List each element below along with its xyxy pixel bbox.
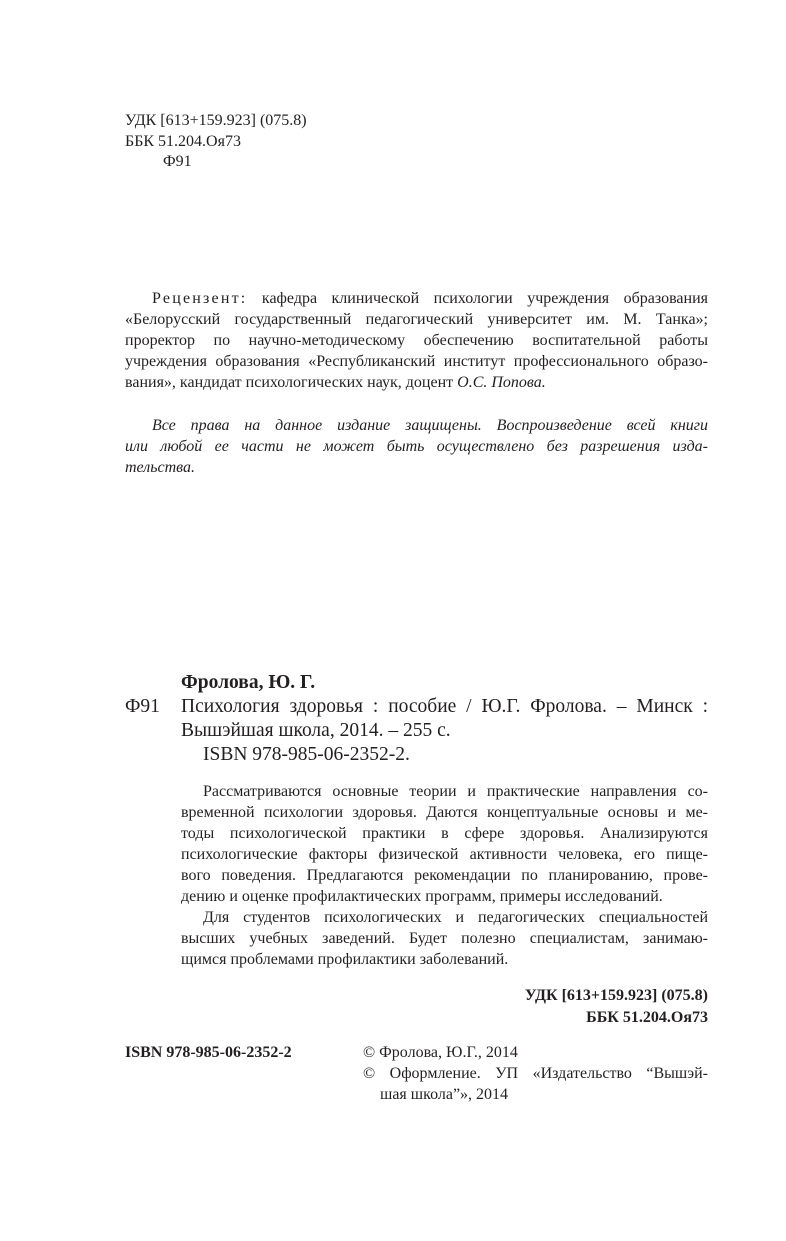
- abstract-line-6: дению и оценке профилактических программ, примеры исследований.: [181, 888, 663, 905]
- copyright-design-line-1: © Оформление. УП «Издательство “Вышэй-: [363, 1065, 708, 1082]
- rights-line-3: тельства.: [125, 459, 196, 476]
- rights-line-2: или любой ее части не может быть осуществлено без разрешения изда-: [125, 438, 708, 455]
- review-line-4: учреждения образования «Республиканский институт профессионального образо-: [125, 353, 708, 370]
- copyright-author: © Фролова, Ю.Г., 2014: [363, 1044, 518, 1061]
- review-text-5: вания», кандидат психологических наук, доцент: [125, 374, 454, 391]
- catalog-author: Фролова, Ю. Г.: [181, 672, 316, 693]
- abstract-line-5: вого поведения. Предлагаются рекомендации по планированию, прове-: [181, 867, 708, 884]
- rights-line-1: Все права на данное издание защищены. Воспроизведение всей книги: [152, 417, 708, 434]
- udk-code: УДК [613+159.923] (075.8): [125, 112, 307, 129]
- review-label: Рецензент:: [152, 290, 248, 307]
- abstract-line-4: психологические факторы физической активности человека, его пище-: [181, 846, 708, 863]
- abstract-line-9: щимся проблемами профилактики заболеваний.: [181, 951, 509, 968]
- abstract-line-1: Рассматриваются основные теории и практические направления со-: [203, 783, 708, 800]
- reviewer-name: О.С. Попова.: [457, 374, 546, 391]
- copyright-design-line-2: шая школа”», 2014: [380, 1086, 509, 1103]
- bbk-code: ББК 51.204.Оя73: [125, 133, 241, 150]
- catalog-code: Ф91: [125, 696, 160, 717]
- catalog-title-line: Психология здоровья : пособие / Ю.Г. Фролова. – Минск :: [181, 696, 708, 717]
- catalog-isbn: ISBN 978-985-06-2352-2.: [203, 744, 410, 765]
- catalog-publisher-line: Вышэйшая школа, 2014. – 255 с.: [181, 720, 451, 741]
- review-line-1: [152, 289, 708, 309]
- review-line-2: «Белорусский государственный педагогический университет им. М. Танка»;: [125, 311, 708, 328]
- author-mark: Ф91: [163, 153, 192, 170]
- abstract-line-7: Для студентов психологических и педагогических специальностей: [203, 909, 708, 926]
- abstract-line-2: временной психологии здоровья. Даются концептуальные основы и ме-: [181, 804, 708, 821]
- footer-isbn: ISBN 978-985-06-2352-2: [125, 1044, 292, 1061]
- footer-udk: УДК [613+159.923] (075.8): [524, 987, 708, 1004]
- abstract-line-8: высших учебных заведений. Будет полезно специалистам, занимаю-: [181, 930, 708, 947]
- review-line-5: [125, 373, 546, 393]
- footer-bbk: ББК 51.204.Оя73: [586, 1009, 708, 1026]
- abstract-line-3: тоды психологической практики в сфере здоровья. Анализируются: [181, 825, 708, 842]
- review-line-3: проректор по научно-методическому обеспечению воспитательной работы: [125, 332, 708, 349]
- review-text-1: кафедра клинической психологии учреждения образования: [261, 290, 708, 307]
